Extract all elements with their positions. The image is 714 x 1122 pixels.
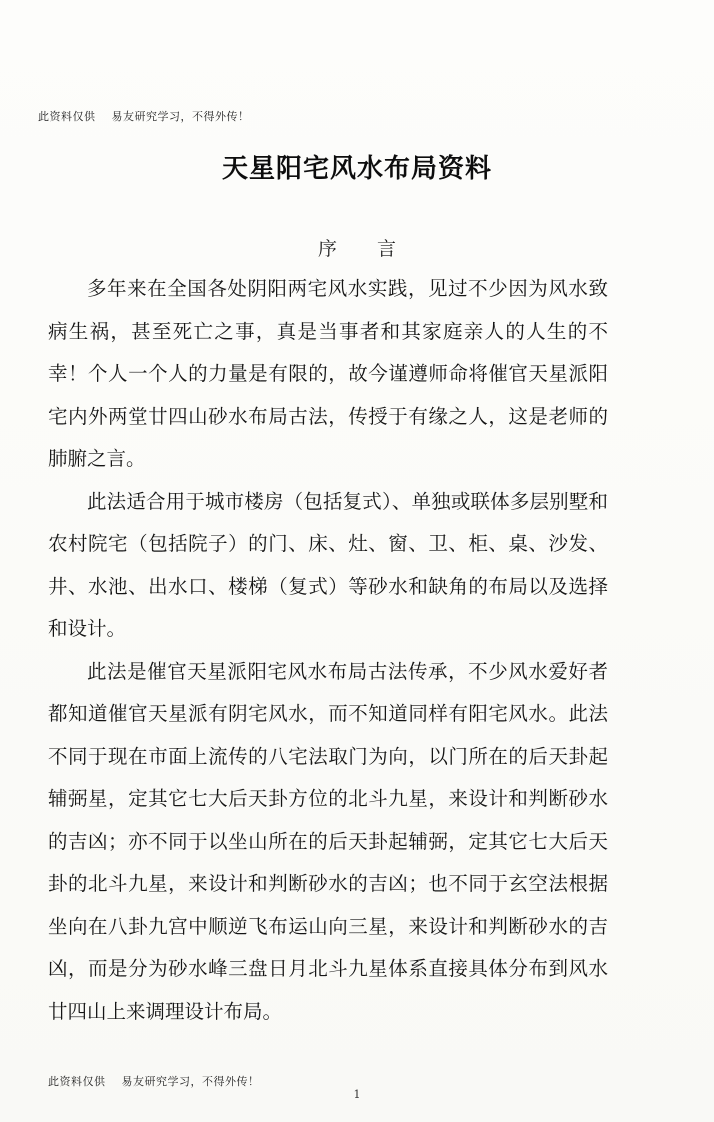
paragraph-2: 此法适合用于城市楼房（包括复式）、单独或联体多层别墅和农村院宅（包括院子）的门、床、灶、窗、卫、柜、桌、沙发、井、水池、出水口、楼梯（复式）等砂水和缺角的布局以及选择和设计。 [48,489,608,640]
preface-body [48,268,608,1033]
footer-disclaimer-source: 此资料仅供 [48,1075,106,1088]
footer-disclaimer-notice: 易友研究学习，不得外传！ [121,1075,260,1088]
header-disclaimer-notice: 易友研究学习，不得外传！ [111,110,250,123]
paragraph-3: 此法是催官天星派阳宅风水布局古法传承，不少风水爱好者都知道催官天星派有阴宅风水，而不知道同样有阳宅风水。此法不同于现在市面上流传的八宅法取门为向，以门所在的后天卦起辅弼星，定其它七大后天卦方位的北斗九星，来设计和判断砂水的吉凶；亦不同于以坐山所在的后天卦起辅弼，定其它七大后天卦的北斗九星，来设计和判断砂水的吉凶；也不同于玄空法根据坐向在八卦九宫中顺逆飞布运山向三星，来设计和判断砂水的吉凶，而是分为砂水峰三盘日月北斗九星体系直接具体分布到风水廿四山上来调理设计布局。 [48,659,608,1023]
section-heading-char-1: 序 [317,238,337,260]
header-disclaimer-source: 此资料仅供 [38,110,96,123]
section-heading-char-2: 言 [377,238,397,260]
section-heading-preface [0,234,714,261]
paragraph-1: 多年来在全国各处阴阳两宅风水实践，见过不少因为风水致病生祸，甚至死亡之事，真是当事者和其家庭亲人的人生的不幸！个人一个人的力量是有限的，故今谨遵师命将催官天星派阳宅内外两堂廿四山砂水布局古法，传授于有缘之人，这是老师的肺腑之言。 [48,277,608,470]
header-disclaimer [38,108,250,124]
document-title: 天星阳宅风水布局资料 [221,154,492,184]
footer-disclaimer [48,1073,260,1089]
page-number: 1 [353,1088,361,1101]
